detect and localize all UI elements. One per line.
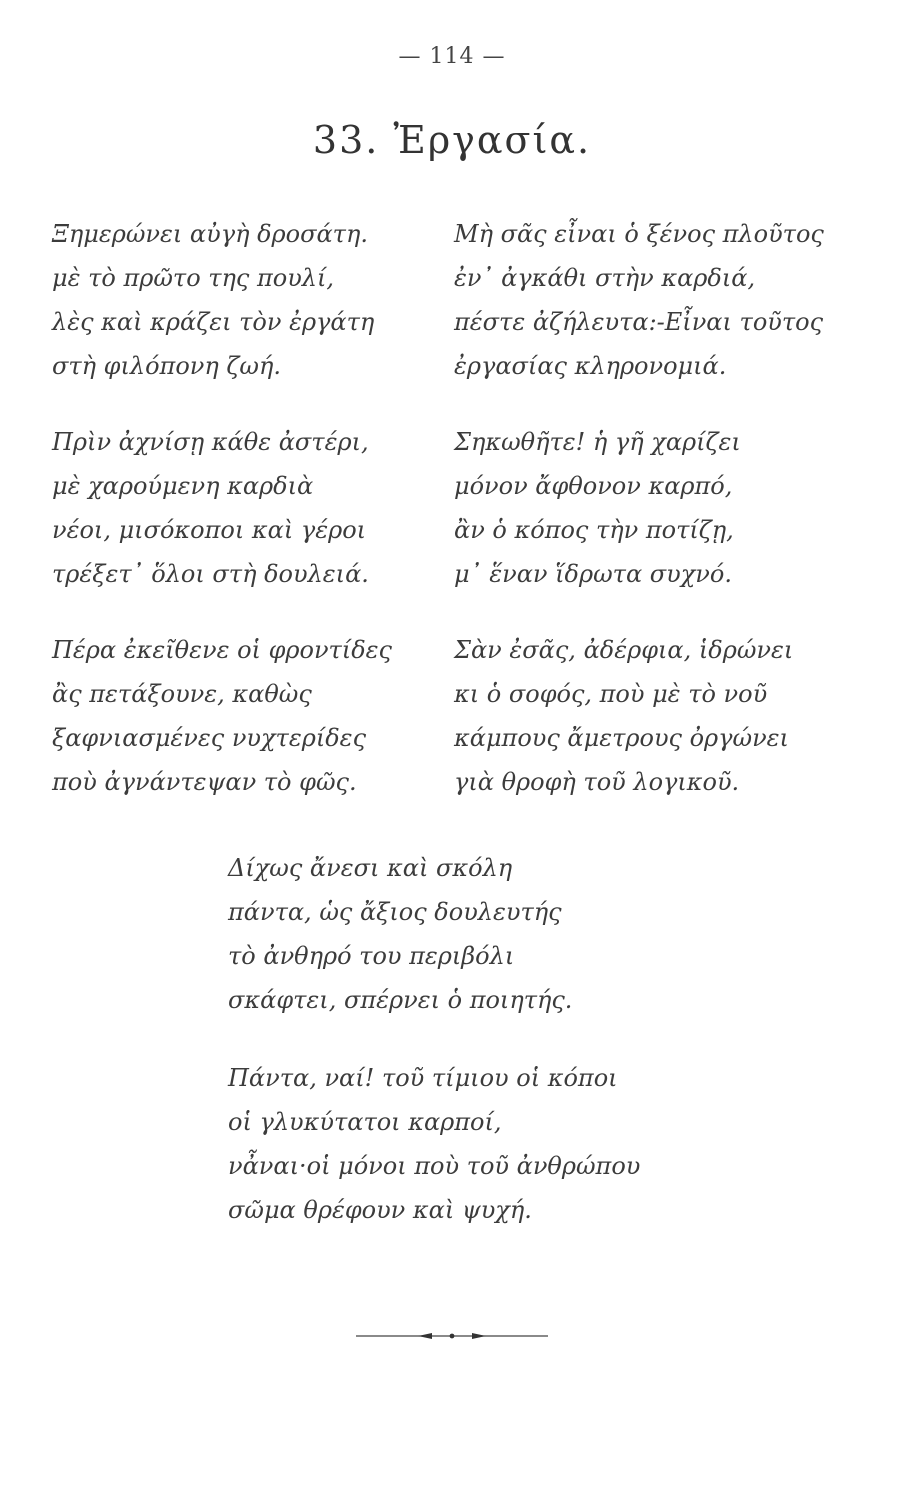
poem-line: μ᾿ ἕναν ἵδρωτα συχνό.	[454, 560, 732, 588]
stanza-4	[454, 420, 741, 596]
poem-line: Σὰν ἐσᾶς, ἀδέρφια, ἱδρώνει	[454, 636, 794, 664]
stanza-2	[454, 212, 824, 388]
poem-line: μὲ τὸ πρῶτο της πουλί,	[52, 264, 335, 292]
stanza-8	[228, 1056, 640, 1232]
poem-line: Πέρα ἐκεῖθενε οἱ φροντίδες	[52, 636, 392, 664]
stanza-7	[228, 846, 572, 1022]
stanza-3	[52, 420, 369, 596]
poem-line: πάντα, ὡς ἄξιος δουλευτής	[228, 898, 562, 926]
poem-line: νέοι, μισόκοποι καὶ γέροι	[52, 516, 367, 544]
poem-line: μόνον ἄφθονον καρπό,	[454, 472, 733, 500]
poem-line: σκάφτει, σπέρνει ὁ ποιητής.	[228, 986, 573, 1014]
poem-line: κάμπους ἄμετρους ὀργώνει	[454, 724, 789, 752]
poem-line: πέστε ἀζήλευτα:-Εἶναι τοῦτος	[454, 308, 824, 336]
poem-title: 33. Ἐργασία.	[312, 118, 592, 162]
poem-line: ἂς πετάξουνε, καθὼς	[52, 680, 312, 708]
poem-line: ἐργασίας κληρονομιά.	[454, 352, 727, 380]
poem-line: μὲ χαρούμενη καρδιὰ	[52, 472, 314, 500]
poem-line: γιὰ θροφὴ τοῦ λογικοῦ.	[454, 768, 740, 796]
poem-line: Ξημερώνει αὐγὴ δροσάτη.	[52, 220, 368, 248]
poem-line: Πρὶν ἀχνίσῃ κάθε ἀστέρι,	[52, 428, 369, 456]
end-ornament	[352, 1330, 552, 1342]
poem-line: ἂν ὁ κόπος τὴν ποτίζῃ,	[454, 516, 734, 544]
poem-line: Μὴ σᾶς εἶναι ὁ ξένος πλοῦτος	[454, 220, 824, 248]
poem-line: τρέξετ᾿ ὅλοι στὴ δουλειά.	[52, 560, 369, 588]
poem-line: ξαφνιασμένες νυχτερίδες	[52, 724, 367, 752]
poem-line: στὴ φιλόπονη ζωή.	[52, 352, 281, 380]
poem-line: νἆναι·οἱ μόνοι ποὺ τοῦ ἀνθρώπου	[228, 1152, 641, 1180]
poem-line: Πάντα, ναί! τοῦ τίμιου οἱ κόποι	[228, 1064, 618, 1092]
poem-line: σῶμα θρέφουν καὶ ψυχή.	[228, 1196, 532, 1224]
stanza-1	[52, 212, 374, 388]
poem-line: οἱ γλυκύτατοι καρποί,	[228, 1108, 502, 1136]
poem-line: Δίχως ἄνεσι καὶ σκόλη	[228, 854, 513, 882]
poem-line: λὲς καὶ κράζει τὸν ἐργάτη	[52, 308, 375, 336]
poem-line: τὸ ἀνθηρό του περιβόλι	[228, 942, 515, 970]
poem-line: Σηκωθῆτε! ἡ γῆ χαρίζει	[454, 428, 741, 456]
poem-line: κι ὁ σοφός, ποὺ μὲ τὸ νοῦ	[454, 680, 768, 708]
poem-line: ἐν᾿ ἀγκάθι στὴν καρδιά,	[454, 264, 756, 292]
page-number: — 114 —	[398, 44, 506, 69]
stanza-6	[454, 628, 793, 804]
stanza-5	[52, 628, 392, 804]
poem-line: ποὺ ἀγνάντεψαν τὸ φῶς.	[52, 768, 357, 796]
